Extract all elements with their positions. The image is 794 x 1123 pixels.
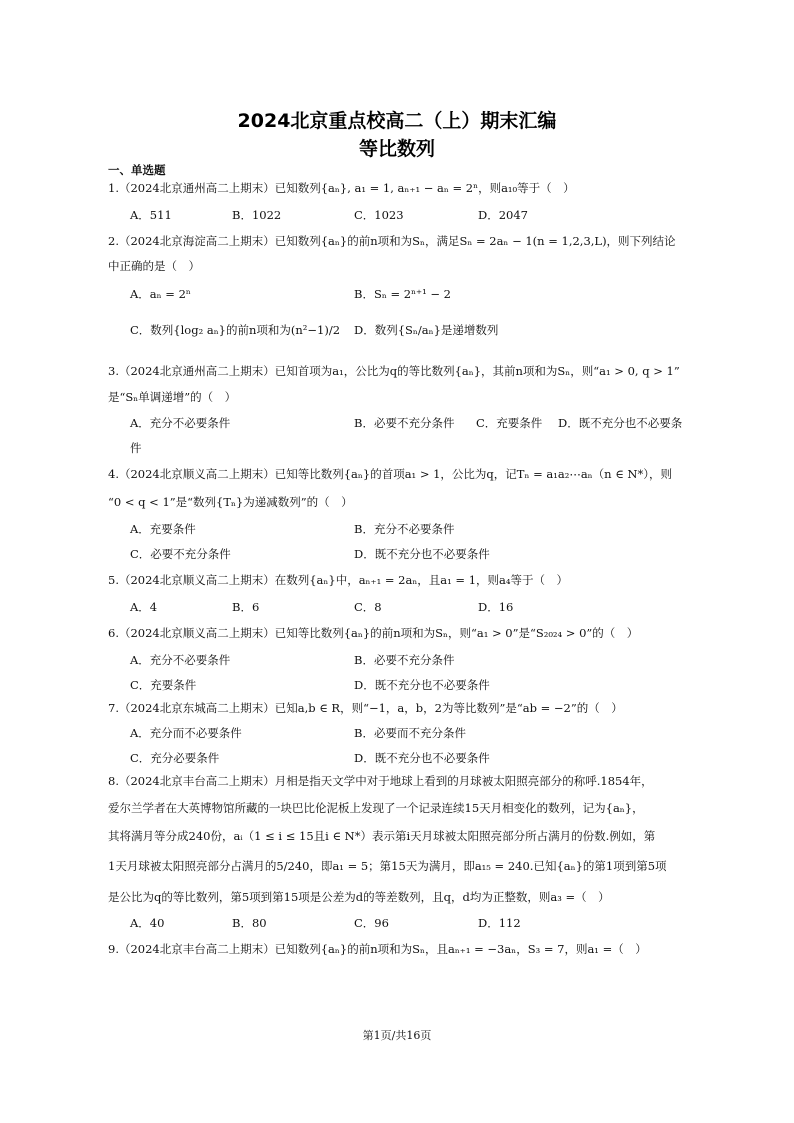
question-4-option-d: D．既不充分也不必要条件 — [354, 547, 490, 561]
question-5-option-d: D．16 — [478, 600, 514, 614]
page-subtitle: 等比数列 — [358, 138, 435, 160]
question-6-option-b: B．必要不充分条件 — [354, 653, 455, 667]
question-1-option-b: B．1022 — [232, 208, 282, 222]
question-8-option-c: C．96 — [354, 916, 389, 930]
page-number: 第1页/共16页 — [362, 1029, 432, 1042]
question-3-option-b: B．必要不充分条件 — [354, 416, 455, 430]
question-5-option-c: C．8 — [354, 600, 382, 614]
question-8-text-line-2: 爱尔兰学者在大英博物馆所藏的一块巴比伦泥板上发现了一个记录连续15天月相变化的数列，记为{aₙ}， — [108, 801, 644, 815]
question-8-text-line-1: 8.（2024北京丰台高二上期末）月相是指天文学中对于地球上看到的月球被太阳照亮部分的称呼.1854年， — [108, 774, 653, 788]
question-8-option-b: B．80 — [232, 916, 267, 930]
section-heading: 一、单选题 — [108, 163, 166, 177]
question-6-option-d: D．既不充分也不必要条件 — [354, 678, 490, 692]
question-4-text-line-2: “0 < q < 1”是“数列{Tₙ}为递减数列”的（ ） — [108, 495, 353, 509]
question-4-option-c: C．必要不充分条件 — [130, 547, 231, 561]
question-3-option-a: A．充分不必要条件 — [130, 416, 231, 430]
question-1-option-d: D．2047 — [478, 208, 528, 222]
question-7-text: 7.（2024北京东城高二上期末）已知a,b ∈ R，则“−1，a，b，2为等比数列”是“ab = −2”的（ ） — [108, 701, 623, 715]
question-8-text-line-5: 是公比为q的等比数列，第5项到第15项是公差为d的等差数列，且q，d均为正整数，则a₃ =（ ） — [108, 890, 610, 904]
question-9-text: 9.（2024北京丰台高二上期末）已知数列{aₙ}的前n项和为Sₙ，且aₙ₊₁ = −3aₙ，S₃ = 7，则a₁ =（ ） — [108, 942, 647, 956]
question-8-option-a: A．40 — [130, 916, 165, 930]
question-3-option-c: C．充要条件 — [476, 416, 543, 430]
question-3-text-line-2: 是“Sₙ单调递增”的（ ） — [108, 390, 237, 404]
question-7-option-d: D．既不充分也不必要条件 — [354, 751, 490, 765]
question-6-option-c: C．充要条件 — [130, 678, 197, 692]
question-1-option-c: C．1023 — [354, 208, 404, 222]
question-2-option-a: A．aₙ = 2ⁿ — [130, 287, 191, 301]
question-1-text: 1.（2024北京通州高二上期末）已知数列{aₙ}, a₁ = 1, aₙ₊₁ − aₙ = 2ⁿ，则a₁₀等于（ ） — [108, 181, 575, 195]
question-5-option-a: A．4 — [130, 600, 158, 614]
question-6-text: 6.（2024北京顺义高二上期末）已知等比数列{aₙ}的前n项和为Sₙ，则“a₁ > 0”是“S₂₀₂₄ > 0”的（ ） — [108, 626, 639, 640]
question-7-option-c: C．充分必要条件 — [130, 751, 220, 765]
question-8-option-d: D．112 — [478, 916, 521, 930]
question-4-option-b: B．充分不必要条件 — [354, 522, 455, 536]
question-4-text-line-1: 4.（2024北京顺义高二上期末）已知等比数列{aₙ}的首项a₁ > 1，公比为q，记Tₙ = a₁a₂⋯aₙ（n ∈ N*），则 — [108, 467, 672, 481]
page-title: 2024北京重点校高二（上）期末汇编 — [237, 110, 557, 132]
question-2-text-line-1: 2.（2024北京海淀高二上期末）已知数列{aₙ}的前n项和为Sₙ，满足Sₙ = 2aₙ − 1(n = 1,2,3,L)，则下列结论 — [108, 234, 676, 248]
question-3-text-line-1: 3.（2024北京通州高二上期末）已知首项为a₁，公比为q的等比数列{aₙ}，其前n项和为Sₙ，则“a₁ > 0, q > 1” — [108, 364, 680, 378]
question-2-option-c: C．数列{log₂ aₙ}的前n项和为(n²−1)/2 — [130, 323, 341, 337]
question-2-text-line-2: 中正确的是（ ） — [108, 259, 200, 273]
question-7-option-b: B．必要而不充分条件 — [354, 726, 466, 740]
question-4-option-a: A．充要条件 — [130, 522, 196, 536]
question-3-option-d: D．既不充分也不必要条 — [558, 416, 683, 430]
question-1-option-a: A．511 — [130, 208, 172, 222]
question-2-option-b: B．Sₙ = 2ⁿ⁺¹ − 2 — [354, 287, 451, 301]
question-3-option-d-wrap: 件 — [130, 441, 142, 455]
question-6-option-a: A．充分不必要条件 — [130, 653, 231, 667]
question-7-option-a: A．充分而不必要条件 — [130, 726, 242, 740]
question-8-text-line-3: 其将满月等分成240份，aᵢ（1 ≤ i ≤ 15且i ∈ N*）表示第i天月球被太阳照亮部分所占满月的份数.例如，第 — [108, 829, 656, 843]
question-8-text-line-4: 1天月球被太阳照亮部分占满月的5/240，即a₁ = 5；第15天为满月，即a₁₅ = 240.已知{aₙ}的第1项到第5项 — [108, 859, 667, 873]
question-5-text: 5.（2024北京顺义高二上期末）在数列{aₙ}中，aₙ₊₁ = 2aₙ，且a₁ = 1，则a₄等于（ ） — [108, 573, 569, 587]
question-2-option-d: D．数列{Sₙ/aₙ}是递增数列 — [354, 323, 499, 337]
question-5-option-b: B．6 — [232, 600, 260, 614]
